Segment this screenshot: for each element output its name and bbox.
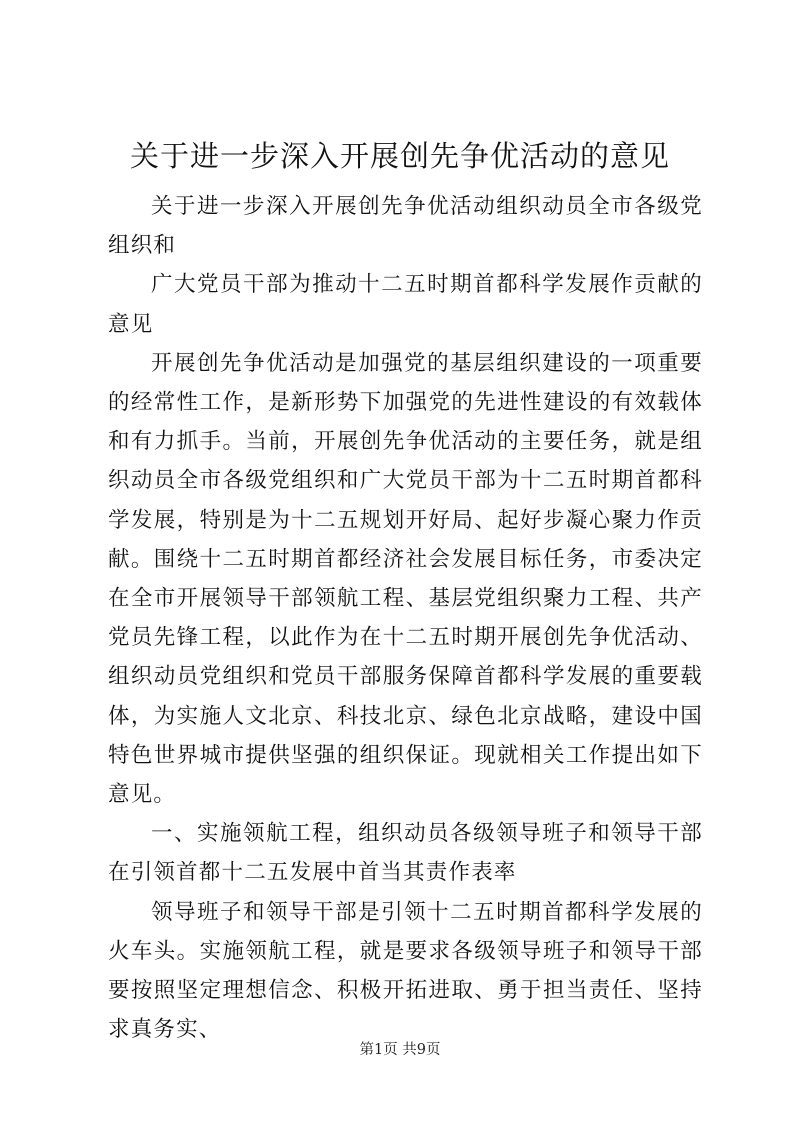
section-heading-one: 一、实施领航工程，组织动员各级领导班子和领导干部在引领首都十二五发展中首当其责作表率 bbox=[108, 821, 703, 886]
paragraph-intro: 开展创先争优活动是加强党的基层组织建设的一项重要的经常性工作，是新形势下加强党的先进性建设的有效载体和有力抓手。当前，开展创先争优活动的主要任务，就是组织动员全市各级党组织和广大党员干部为十二五时期首都科学发展，特别是为十二五规划开好局、起好步凝心聚力作贡献。围绕十二五时期首都经济社会发展目标任务，市委决定在全市开展领导干部领航工程、基层党组织聚力工程、共产党员先锋工程，以此作为在十二五时期开展创先争优活动、组织动员党组织和党员干部服务保障首都科学发展的重要载体，为实施人文北京、科技北京、绿色北京战略，建设中国特色世界城市提供坚强的组织保证。现就相关工作提出如下意见。 bbox=[108, 350, 703, 808]
paragraph-section-one: 领导班子和领导干部是引领十二五时期首都科学发展的火车头。实施领航工程，就是要求各级领导班子和领导干部要按照坚定理想信念、积极开拓进取、勇于担当责任、坚持求真务实、 bbox=[108, 899, 703, 1043]
page-footer bbox=[0, 1040, 800, 1060]
document-body bbox=[108, 187, 703, 1049]
page-number: 第1页 共9页 bbox=[359, 1042, 441, 1058]
paragraph-heading-line-1: 关于进一步深入开展创先争优活动组织动员全市各级党组织和 bbox=[108, 194, 703, 259]
document-title: 关于进一步深入开展创先争优活动的意见 bbox=[129, 139, 670, 173]
paragraph-heading-line-2: 广大党员干部为推动十二五时期首都科学发展作贡献的意见 bbox=[108, 272, 703, 337]
